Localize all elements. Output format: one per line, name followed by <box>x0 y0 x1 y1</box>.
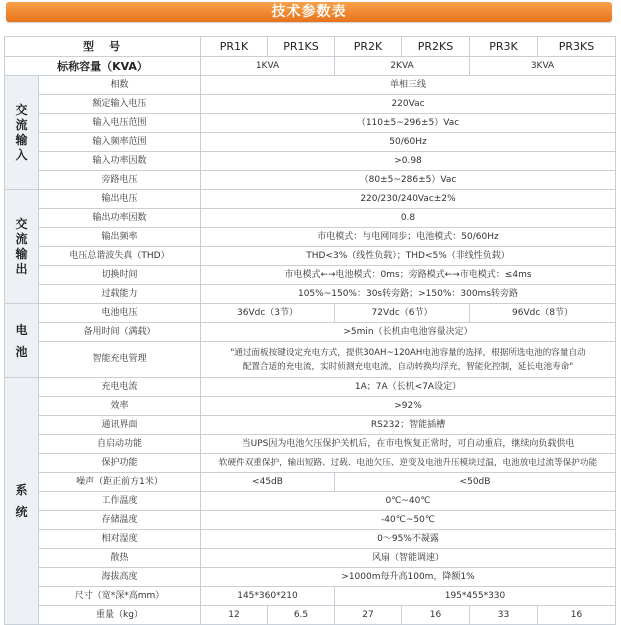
table-row <box>5 133 616 152</box>
row-value: >92% <box>201 397 616 416</box>
capacity-row <box>5 57 616 76</box>
row-value: >1000m每升高100m，降额1% <box>201 568 616 587</box>
row-value: （110±5~296±5）Vac <box>201 114 616 133</box>
group-system: 系 统 <box>5 378 39 625</box>
capacity-cell: 1KVA <box>201 57 335 76</box>
row-value: 36Vdc（3节） <box>201 304 335 323</box>
row-value: >5min（长机由电池容量决定） <box>201 323 616 342</box>
table-row <box>5 568 616 587</box>
row-label: 海拔高度 <box>39 568 201 587</box>
row-label: 额定输入电压 <box>39 95 201 114</box>
table-row <box>5 378 616 397</box>
row-label: 充电电流 <box>39 378 201 397</box>
row-label: 保护功能 <box>39 454 201 473</box>
row-label: 过载能力 <box>39 285 201 304</box>
row-label: 输出电压 <box>39 190 201 209</box>
table-row <box>5 76 616 95</box>
table-row <box>5 473 616 492</box>
table-row <box>5 454 616 473</box>
row-value: 50/60Hz <box>201 133 616 152</box>
row-label: 自启动功能 <box>39 435 201 454</box>
table-row <box>5 247 616 266</box>
row-label: 存储温度 <box>39 511 201 530</box>
row-value <box>201 342 616 378</box>
row-value: <50dB <box>335 473 616 492</box>
row-value: RS232；智能插槽 <box>201 416 616 435</box>
row-value: 145*360*210 <box>201 587 335 606</box>
table-row <box>5 549 616 568</box>
row-value: 1A；7A（长机<7A设定） <box>201 378 616 397</box>
row-value: -40℃~50℃ <box>201 511 616 530</box>
row-value: 72Vdc（6节） <box>335 304 470 323</box>
title-banner <box>6 2 612 22</box>
row-value: 220Vac <box>201 95 616 114</box>
table-row <box>5 606 616 625</box>
model-cell: PR3KS <box>538 37 616 57</box>
table-row <box>5 397 616 416</box>
table-row <box>5 492 616 511</box>
row-label: 相数 <box>39 76 201 95</box>
row-value: 0.8 <box>201 209 616 228</box>
row-value: 6.5 <box>268 606 335 625</box>
row-value: 105%~150%：30s转旁路；>150%：300ms转旁路 <box>201 285 616 304</box>
table-row <box>5 190 616 209</box>
model-cell: PR2K <box>335 37 402 57</box>
table-row <box>5 228 616 247</box>
row-label: 输出频率 <box>39 228 201 247</box>
row-value: 当UPS因为电池欠压保护关机后，在市电恢复正常时，可自动重启，继续向负载供电 <box>201 435 616 454</box>
table-row <box>5 587 616 606</box>
row-label: 通讯界面 <box>39 416 201 435</box>
row-value: 0℃~40℃ <box>201 492 616 511</box>
row-value: 33 <box>470 606 538 625</box>
row-value: >0.98 <box>201 152 616 171</box>
row-value: 16 <box>402 606 470 625</box>
table-row <box>5 435 616 454</box>
page-title: 技术参数表 <box>271 4 347 20</box>
capacity-cell: 3KVA <box>470 57 616 76</box>
table-row <box>5 511 616 530</box>
spec-table <box>4 36 616 625</box>
row-label: 备用时间（满载） <box>39 323 201 342</box>
table-row <box>5 342 616 378</box>
row-label: 切换时间 <box>39 266 201 285</box>
capacity-cell: 2KVA <box>335 57 470 76</box>
row-label: 尺寸（宽*深*高mm） <box>39 587 201 606</box>
row-value: 16 <box>538 606 616 625</box>
row-value: <45dB <box>201 473 335 492</box>
row-value: 220/230/240Vac±2% <box>201 190 616 209</box>
table-row <box>5 266 616 285</box>
model-cell: PR2KS <box>402 37 470 57</box>
model-cell: PR1KS <box>268 37 335 57</box>
row-value: 风扇（智能调速） <box>201 549 616 568</box>
row-label: 重量（kg） <box>39 606 201 625</box>
row-label: 电池电压 <box>39 304 201 323</box>
row-value: 195*455*330 <box>335 587 616 606</box>
table-row <box>5 530 616 549</box>
row-value: 市电模式：与电网同步；电池模式：50/60Hz <box>201 228 616 247</box>
row-value: 27 <box>335 606 402 625</box>
row-label: 输入功率因数 <box>39 152 201 171</box>
row-label: 输入电压范围 <box>39 114 201 133</box>
table-row <box>5 114 616 133</box>
row-value: 软硬件双重保护，输出短路、过载、电池欠压、逆变及电池升压模块过温，电池放电过流等保护功能 <box>201 454 616 473</box>
charge-note-line: "通过面板按键设定充电方式，提供30AH~120AH电池容量的选择，根据所选电池的容量自动 <box>230 347 586 358</box>
row-label: 相对湿度 <box>39 530 201 549</box>
table-row <box>5 285 616 304</box>
row-label: 散热 <box>39 549 201 568</box>
row-label: 电压总谐波失真（THD） <box>39 247 201 266</box>
row-value: 市电模式←→电池模式：0ms；旁路模式←→市电模式：≤4ms <box>201 266 616 285</box>
model-label: 型 号 <box>5 37 201 57</box>
row-label: 效率 <box>39 397 201 416</box>
table-row <box>5 152 616 171</box>
model-cell: PR3K <box>470 37 538 57</box>
capacity-label: 标称容量（KVA） <box>5 57 201 76</box>
row-value: THD<3%（线性负载）；THD<5%（非线性负载） <box>201 247 616 266</box>
row-label: 智能充电管理 <box>39 342 201 378</box>
table-row <box>5 209 616 228</box>
table-row <box>5 304 616 323</box>
model-header-row <box>5 37 616 57</box>
model-cell: PR1K <box>201 37 268 57</box>
row-value: 单相三线 <box>201 76 616 95</box>
group-ac-input: 交 流 输 入 <box>5 76 39 190</box>
row-label: 工作温度 <box>39 492 201 511</box>
group-battery: 电 池 <box>5 304 39 378</box>
charge-note-line: 配置合适的充电流，实时侦测充电电流，自动转换均浮充，智能化控制，延长电池寿命" <box>242 361 574 372</box>
table-row <box>5 171 616 190</box>
table-row <box>5 323 616 342</box>
row-label: 旁路电压 <box>39 171 201 190</box>
row-value: （80±5~286±5）Vac <box>201 171 616 190</box>
row-label: 输入频率范围 <box>39 133 201 152</box>
row-value: 12 <box>201 606 268 625</box>
group-ac-output: 交 流 输 出 <box>5 190 39 304</box>
row-value: 0～95%不凝露 <box>201 530 616 549</box>
table-row <box>5 416 616 435</box>
row-label: 噪声（距正前方1米） <box>39 473 201 492</box>
table-row <box>5 95 616 114</box>
row-value: 96Vdc（8节） <box>470 304 616 323</box>
row-label: 输出功率因数 <box>39 209 201 228</box>
